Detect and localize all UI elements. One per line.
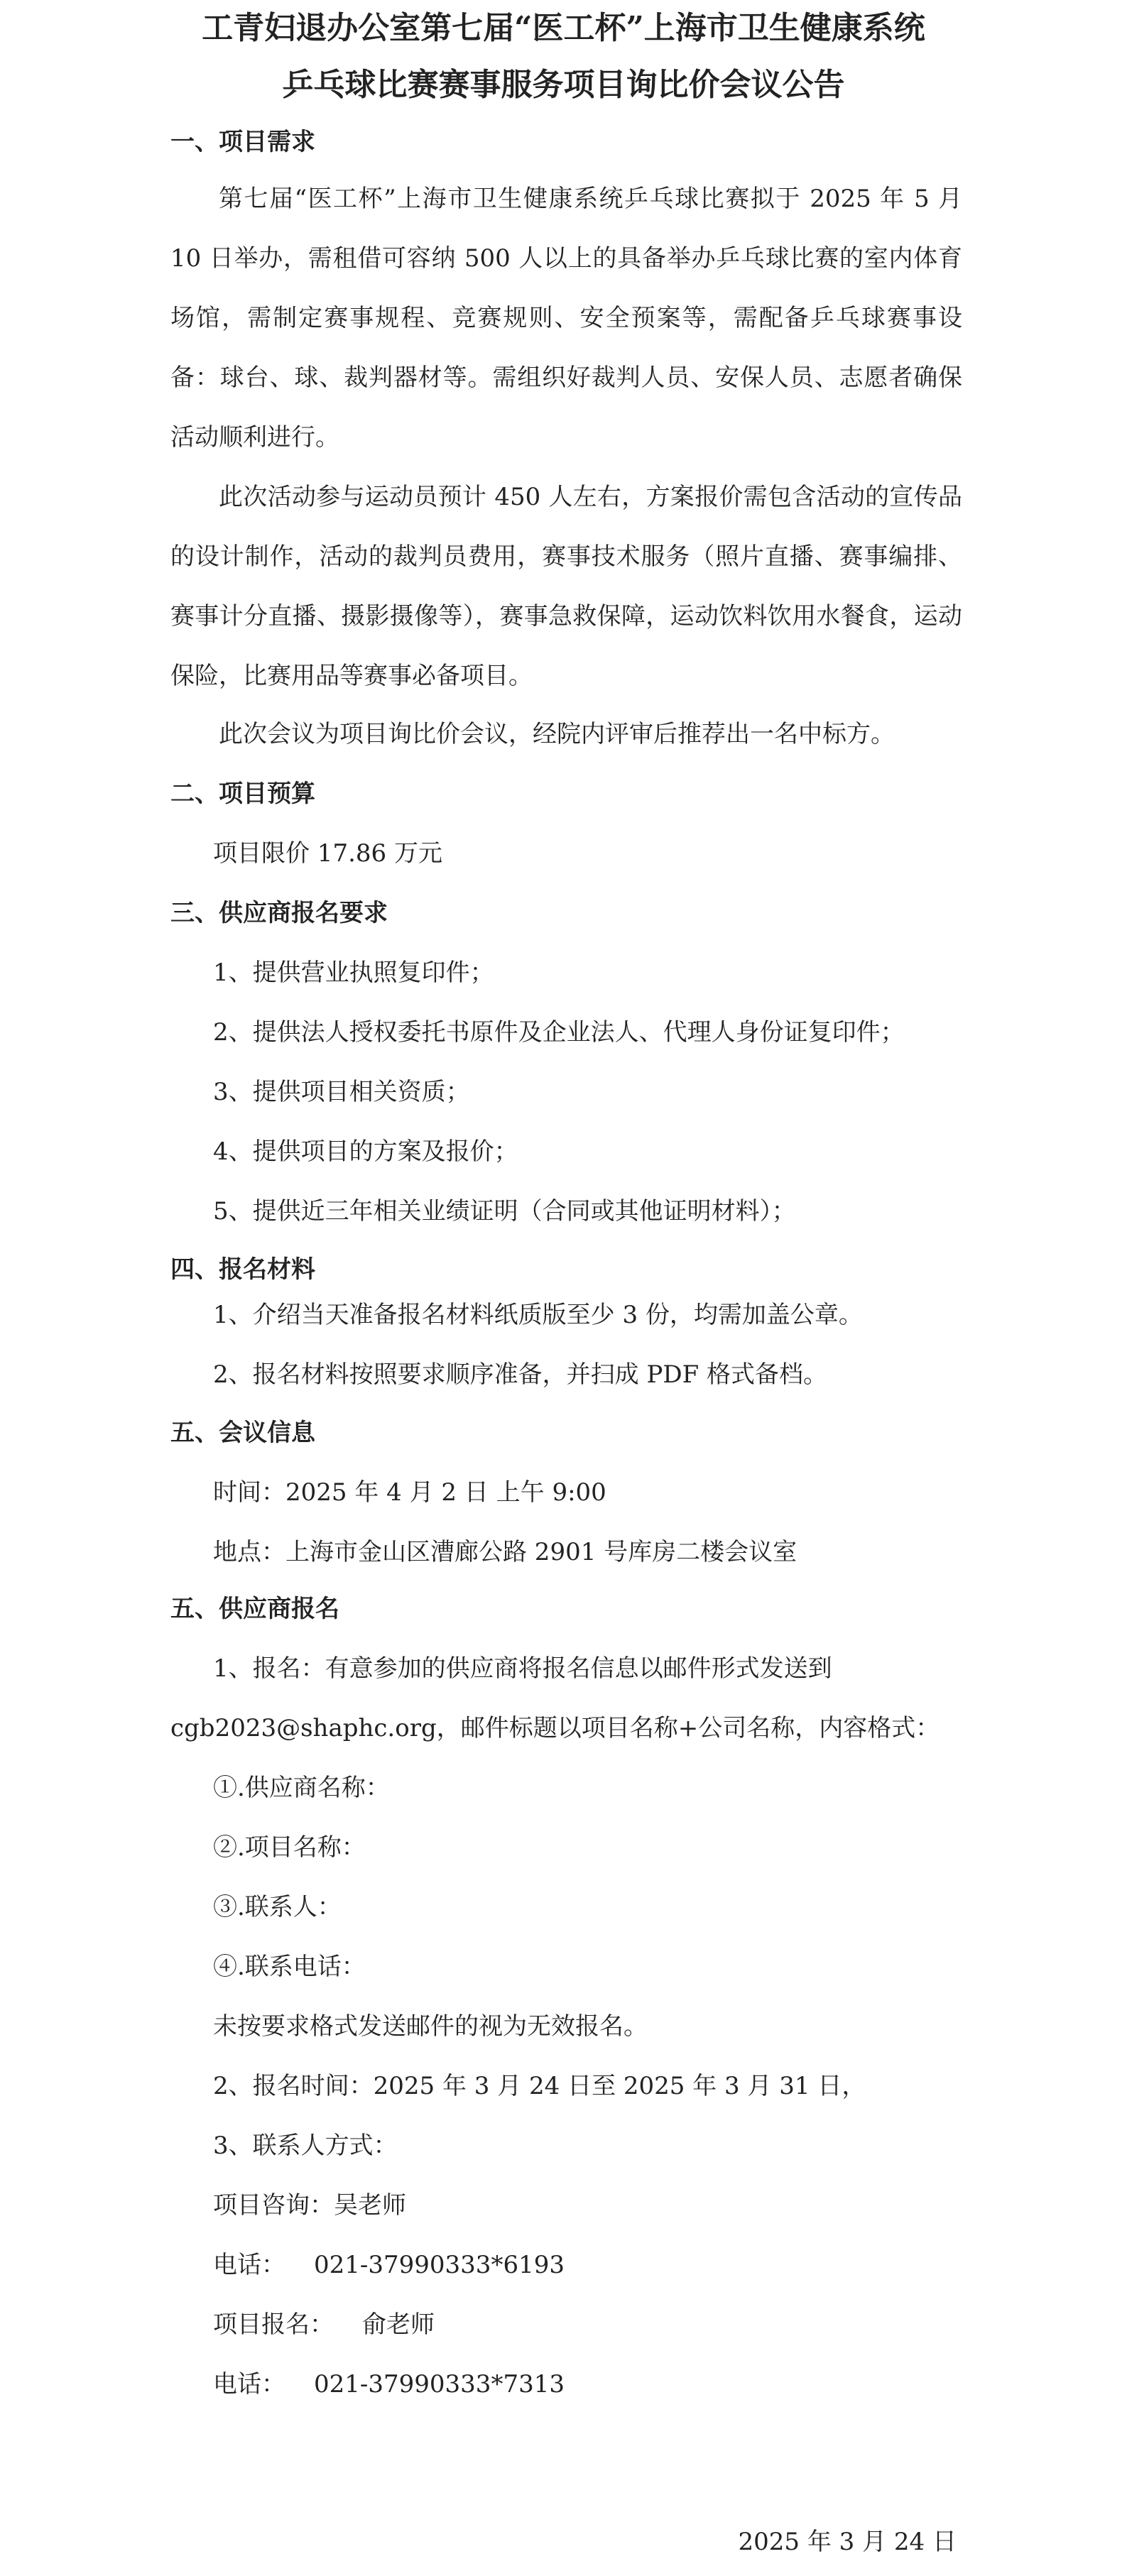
materials-item: 2、报名材料按照要求顺序准备，并扫成 PDF 格式备档。 xyxy=(213,1360,827,1389)
meeting-place: 地点：上海市金山区漕廊公路 2901 号库房二楼会议室 xyxy=(213,1538,797,1566)
registration-item-1: 1、报名：有意参加的供应商将报名信息以邮件形式发送到 xyxy=(213,1654,832,1683)
supplier-requirement-item: 5、提供近三年相关业绩证明（合同或其他证明材料）； xyxy=(213,1197,796,1226)
contact-heading: 3、联系人方式： xyxy=(213,2132,398,2160)
requirements-paragraph-2: 此次活动参与运动员预计 450 人左右，方案报价需包含活动的宣传品的设计制作，活动的裁判员费用，赛事技术服务（照片直播、赛事编排、赛事计分直播、摄影摄像等），赛事急救保障，运动饮料饮用水餐食，运动保险，比赛用品等赛事必备项目。 xyxy=(170,483,962,690)
section-heading-requirements: 一、项目需求 xyxy=(170,128,315,156)
supplier-requirement-item: 2、提供法人授权委托书原件及企业法人、代理人身份证复印件； xyxy=(213,1018,905,1047)
contact-phone-registration xyxy=(213,2367,565,2401)
supplier-requirement-item: 4、提供项目的方案及报价； xyxy=(213,1137,518,1166)
section-heading-meeting-info: 五、会议信息 xyxy=(170,1419,315,1447)
title-line-1: 工青妇退办公室第七届“医工杯”上海市卫生健康系统 xyxy=(202,10,925,46)
registration-field: ④.联系电话： xyxy=(213,1953,366,1981)
supplier-requirement-item: 1、提供营业执照复印件； xyxy=(213,959,494,987)
contact-phone-consult xyxy=(213,2248,565,2282)
requirements-paragraph-1: 第七届“医工杯”上海市卫生健康系统乒乓球比赛拟于 2025 年 5 月 10 日举办，需租借可容纳 500 人以上的具备举办乒乓球比赛的室内体育场馆，需制定赛事规程、竞赛规则、安全预案等，需配备乒乓球赛事设备：球台、球、裁判器材等。需组织好裁判人员、安保人员、志愿者确保活动顺利进行。 xyxy=(170,185,962,452)
registration-email-line: cgb2023@shaphc.org，邮件标题以项目名称+公司名称，内容格式： xyxy=(170,1714,940,1742)
contact-value: 021-37990333*7313 xyxy=(314,2370,565,2398)
section-heading-materials: 四、报名材料 xyxy=(170,1255,315,1284)
contact-consult xyxy=(213,2188,406,2222)
section-heading-supplier-requirements: 三、供应商报名要求 xyxy=(170,899,388,927)
title-line-2: 乒乓球比赛赛事服务项目询比价会议公告 xyxy=(282,67,845,103)
registration-field: ①.供应商名称： xyxy=(213,1774,390,1802)
section-heading-registration: 五、供应商报名 xyxy=(170,1595,339,1623)
requirements-paragraph-3: 此次会议为项目询比价会议，经院内评审后推荐出一名中标方。 xyxy=(219,720,895,748)
meeting-time: 时间：2025 年 4 月 2 日 上午 9:00 xyxy=(213,1478,606,1507)
contact-value: 俞老师 xyxy=(362,2310,435,2339)
announcement-date: 2025 年 3 月 24 日 xyxy=(738,2528,957,2556)
supplier-requirement-item: 3、提供项目相关资质； xyxy=(213,1078,470,1106)
budget-text: 项目限价 17.86 万元 xyxy=(213,839,442,868)
contact-label: 项目咨询： xyxy=(213,2191,334,2220)
registration-field: ③.联系人： xyxy=(213,1893,342,1921)
invalid-registration-note: 未按要求格式发送邮件的视为无效报名。 xyxy=(213,2012,648,2041)
section-heading-budget: 二、项目预算 xyxy=(170,780,315,808)
contact-value: 021-37990333*6193 xyxy=(314,2251,565,2279)
registration-field: ②.项目名称： xyxy=(213,1833,366,1862)
registration-time: 2、报名时间：2025 年 3 月 24 日至 2025 年 3 月 31 日， xyxy=(213,2072,866,2100)
contact-label: 项目报名： xyxy=(213,2310,334,2339)
contact-value: 吴老师 xyxy=(334,2191,406,2220)
contact-label: 电话： xyxy=(213,2370,285,2398)
contact-registration xyxy=(213,2308,435,2342)
materials-item: 1、介绍当天准备报名材料纸质版至少 3 份，均需加盖公章。 xyxy=(213,1301,863,1329)
contact-label: 电话： xyxy=(213,2251,285,2279)
